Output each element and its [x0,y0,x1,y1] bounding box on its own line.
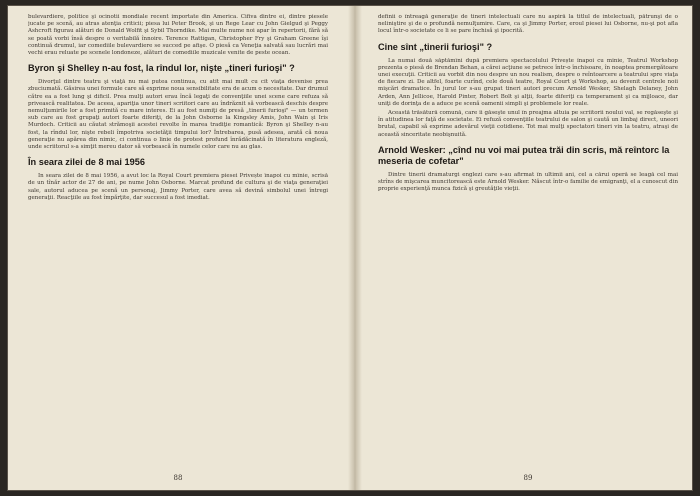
right-page-number: 89 [523,474,533,482]
left-heading-1: Byron şi Shelley n-au fost, la rîndul lor, nişte „tineri furioşi" ? [28,63,295,74]
book-gutter [348,6,362,490]
left-page-number: 88 [173,474,183,482]
right-body-paragraph-2: Această trăsătură comună, care îi găseşte unul în preajma altuia pe scriitorii noului val, se regăseşte şi în atitudinea lor faţă de societate. Ei refuză convenţiile teatrului de salon şi caută un limbaj direct, uneori brutal, capabil să exprime adevărul vieţii cotidiene. Tot mai mulţi spectatori tineri vin la teatru, atraşi de această sinceritate neobişnuită. [378,110,678,138]
left-intro-paragraph: bulevardiere, politice şi ocinotii mondiale recent importate din America. Cifiva dintre ei, dintre piesele jucate pe scenă, au atras atenţia criticii; piesa lui Peter Brook, şi un Rege Lear cu John Gielgud şi Peggy Ashcroft figurau alături de Donald Wolfit şi Sybil Thorndike. Mai multe nume noi apar în repertorii, fără să se poată vorbi însă despre o veritabilă înnoire. Terence Rattigan, Christopher Fry şi Graham Greene îşi continuă drumul, iar comediile bulevardiere se succed pe afişe. O piesă ca Veneţia salvată sau lucrări mai vechi erau reluate pe scenele londoneze, alături de comediile muzicale venite de peste ocean. [28,14,328,57]
left-page [28,14,328,484]
right-heading-1: Cine sînt „tinerii furioşi" ? [378,41,493,52]
right-page [378,14,678,484]
left-heading-2: În seara zilei de 8 mai 1956 [28,157,145,168]
book-spread [8,6,692,490]
right-body-paragraph-1: La numai două săptămîni după premiera spectacolului Privește înapoi cu mînie, Teatrul Workshop prezenta o piesă de Brendan Behan, a cărei acţiune se petrece într-o închisoare, în noaptea premergătoare unei execuţii. Criticii au vorbit din nou despre un nou realism, despre o reîntoarcere a teatrului spre viaţa de fiecare zi. De altfel, foarte curînd, cele două teatre, Royal Court şi Workshop, au devenit centrele noii mişcări dramatice. În jurul lor s-au grupat tineri autori precum Arnold Wesker, Shelagh Delaney, John Arden, Ann Jellicoe, Harold Pinter, Robert Bolt şi alţii, foarte diferiţi ca temperament şi ca mijloace, dar uniţi de dorinţa de a aduce pe scenă oamenii simpli şi problemele lor reale. [378,57,678,107]
right-intro-paragraph: definii o întreagă generaţie de tineri intelectuali care nu aspiră la titlul de intelectuali, pătrunşi de o neliniştire şi de o profundă nemulţumire. Care, ca şi Jimmy Porter, eroul piesei lui Osborne, nu-şi pot afla locul într-o societate ce li se pare închisă şi ipocrită. [378,14,678,35]
left-body-paragraph-2: În seara zilei de 8 mai 1956, a avut loc la Royal Court premiera piesei Privește înapoi cu mînie, scrisă de un tînăr actor de 27 de ani, pe nume John Osborne. Marcat profund de cultura şi de viaţa generaţiei sale, autorul aducea pe scenă un personaj, Jimmy Porter, care avea să devină simbolul unei întregi generaţii. Reacţiile au fost împărţite, dar succesul a fost imediat. [28,173,328,201]
left-body-paragraph-1: Divorţul dintre teatru şi viaţă nu mai putea continua, cu atît mai mult cu cît viaţa devenise prea zbuciumată. Găsirea unei formule care să exprime noua sensibilitate era de acum o necesitate. Dar drumul către ea a fost lung şi dificil. Prea mulţi autori erau încă legaţi de convenţiile unei scene care refuza să privească realitatea. De aceea, apariţia unor tineri scriitori care au îndrăznit să vorbească deschis despre nemulţumirile lor a fost primită cu mare interes. Ei au fost numiţi de presă „tinerii furioşi" — un termen sub care au fost grupaţi autori foarte diferiţi, de la John Osborne la Kingsley Amis, John Wain şi Iris Murdoch. Criticii au căutat strămoşii acestei revolte în marea tradiţie romantică: Byron şi Shelley n-au fost, la rîndul lor, nişte rebeli împotriva societăţii timpului lor? Întrebarea, pusă adesea, arată că noua generaţie nu apărea din nimic, ci continua o linie de protest profund înrădăcinată în literatura engleză, unde scriitorul s-a simţit mereu dator să vorbească în numele celor care nu au glas. [28,79,328,151]
right-heading-2: Arnold Wesker: „cînd nu voi mai putea trăi din scris, mă reîntorc la meseria de cofetar" [378,144,670,166]
right-body-paragraph-3: Dintre tinerii dramaturgi englezi care s-au afirmat în ultimii ani, cel a cărui operă se leagă cel mai strîns de mişcarea muncitorească este Arnold Wesker. Născut într-o familie de emigranţi, el a cunoscut din proprie experienţă munca fizică şi greutăţile vieţii. [378,171,678,193]
